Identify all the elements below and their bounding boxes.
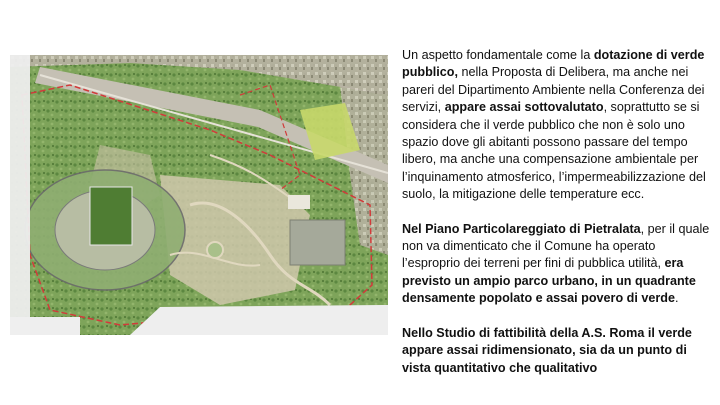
text-run: , soprattutto se si considera che il verde pubblico che non è solo uno spazio dove gli abitanti possono passare del tempo libero, ma anche una compensazione ambientale per l’inquinamento atmosferico, l’impermeabilizzazione del suolo, la mitigazione delle temperature ecc. [402, 100, 706, 202]
bold-text-run: era previsto un ampio parco urbano, in un quadrante densamente popolato e assai povero di verde [402, 256, 696, 306]
paragraph-verde-pubblico [402, 47, 712, 204]
bold-text-run: dotazione di verde pubblico, [402, 48, 705, 80]
bold-text-run: Nello Studio di fattibilità della A.S. Roma il verde appare assai ridimensionato, sia da un punto di vista quantitativo che qualitativo [402, 325, 692, 375]
bold-text-run: appare assai sottovalutato [444, 100, 604, 115]
bold-text-run: Nel Piano Particolareggiato di Pietralata [402, 221, 641, 236]
paragraph-studio-fattibilita [402, 325, 712, 377]
slide-text [402, 47, 712, 394]
paragraph-piano-particolareggiato [402, 221, 712, 308]
aerial-site-plan [10, 55, 388, 335]
text-run: Un aspetto fondamentale come la [402, 48, 594, 62]
aerial-map-graphic [10, 55, 388, 335]
text-run: , per il quale non va dimenticato che il Comune ha operato l’esproprio dei terreni per fini di pubblica utilità, [402, 221, 710, 271]
text-run: . [674, 291, 679, 306]
text-run: nella Proposta di Delibera, ma anche nei pareri del Dipartimento Ambiente nella Conferenza dei servizi, [402, 65, 705, 115]
